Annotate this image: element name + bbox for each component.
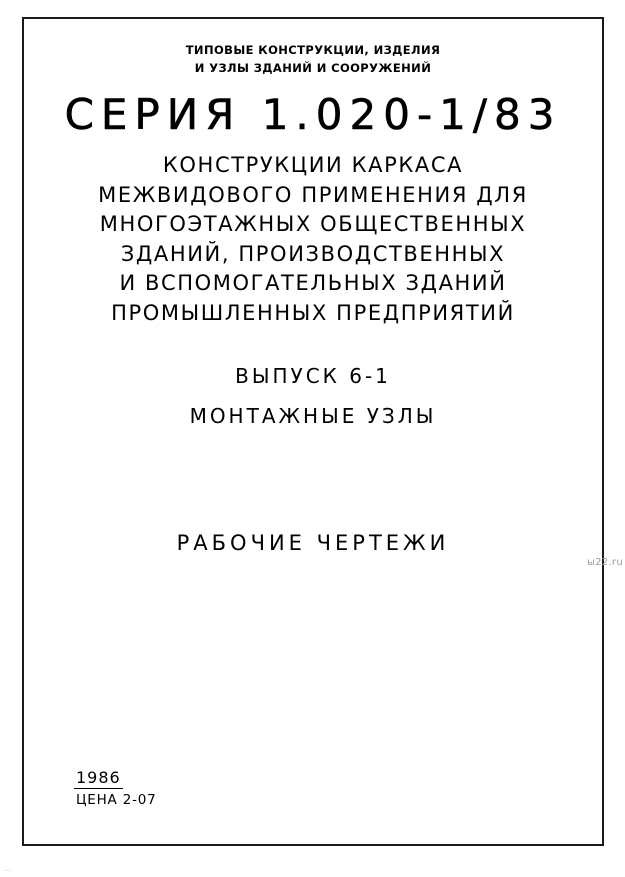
working-drawings-label: РАБОЧИЕ ЧЕРТЕЖИ	[176, 531, 450, 555]
header-line-2: И УЗЛЫ ЗДАНИЙ И СООРУЖЕНИЙ	[194, 61, 432, 75]
title-page-content	[24, 19, 602, 844]
description-line-4: ЗДАНИЙ, ПРОИЗВОДСТВЕННЫХ	[120, 241, 506, 266]
issue-number: ВЫПУСК 6-1	[235, 364, 391, 388]
imprint-block	[74, 768, 157, 808]
description-block	[24, 151, 602, 328]
description-line-6: ПРОМЫШЛЕННЫХ ПРЕДПРИЯТИЙ	[111, 300, 515, 325]
header-line-1: ТИПОВЫЕ КОНСТРУКЦИИ, ИЗДЕЛИЯ	[185, 43, 441, 57]
header-block	[24, 41, 602, 77]
watermark-text: ы22.ru	[586, 557, 623, 568]
issue-block	[24, 356, 602, 436]
issue-subtitle: МОНТАЖНЫЕ УЗЛЫ	[189, 404, 437, 428]
title-page-frame	[22, 17, 604, 846]
series-block	[24, 91, 602, 139]
series-title: СЕРИЯ 1.020-1/83	[64, 90, 562, 139]
description-line-1: КОНСТРУКЦИИ КАРКАСА	[162, 153, 464, 177]
publication-year: 1986	[76, 768, 121, 787]
scan-artifact: ...	[4, 865, 11, 873]
price-label: ЦЕНА 2-07	[76, 792, 157, 808]
description-line-3: МНОГОЭТАЖНЫХ ОБЩЕСТВЕННЫХ	[99, 212, 527, 236]
description-line-5: И ВСПОМОГАТЕЛЬНЫХ ЗДАНИЙ	[119, 271, 507, 295]
working-drawings-block	[24, 531, 602, 555]
description-line-2: МЕЖВИДОВОГО ПРИМЕНЕНИЯ ДЛЯ	[98, 182, 528, 207]
